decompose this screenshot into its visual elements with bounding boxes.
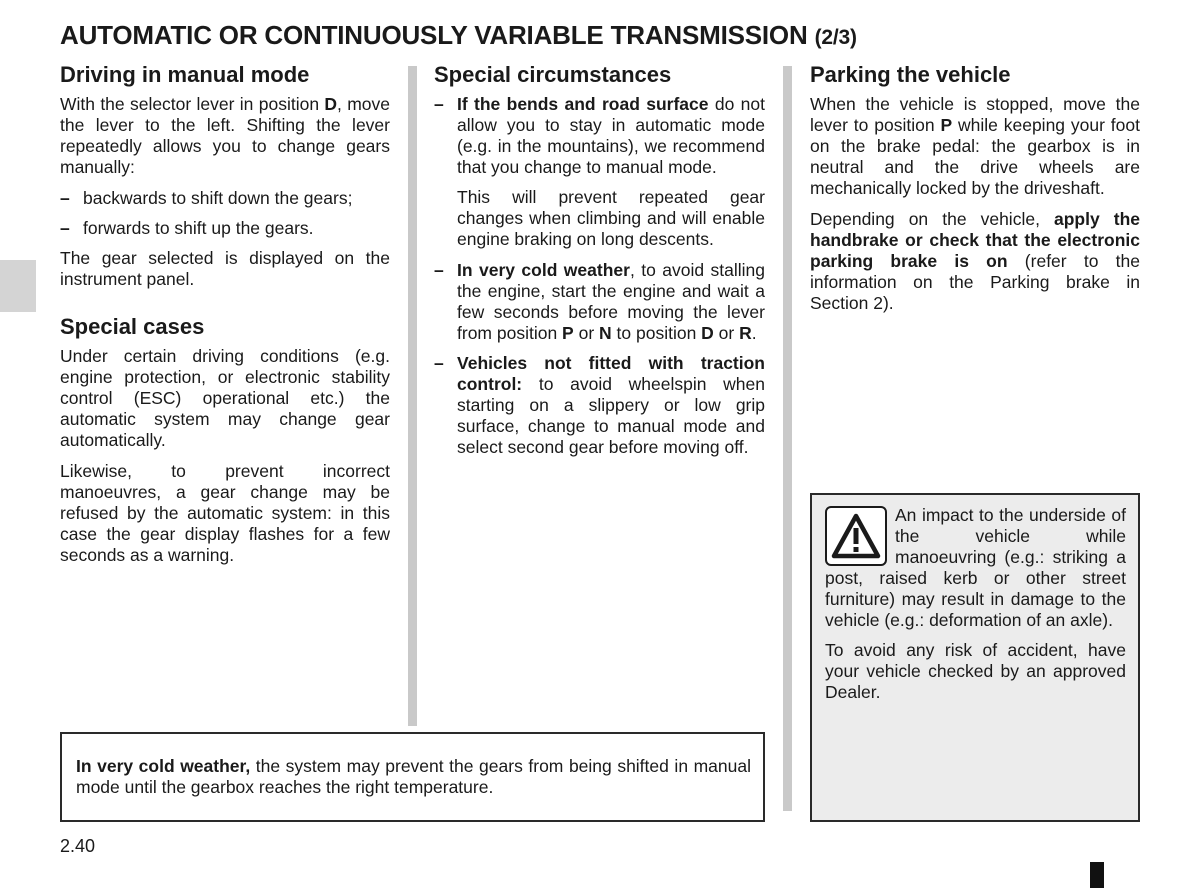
page-title <box>60 20 857 51</box>
parking-paragraph-2 <box>810 209 1140 314</box>
list-item-shift-down <box>60 188 390 209</box>
manual-mode-intro <box>60 94 390 178</box>
list-item-text: , to avoid stalling the engine, start the engine and wait a few seconds before moving the lever from position <box>457 260 765 343</box>
column-parking <box>810 62 1140 324</box>
list-item-bold: If the bends and road surface <box>457 94 709 114</box>
warning-paragraph-1: An impact to the underside of the vehicle while manoeuvring (e.g.: striking a post, raised kerb or other street furniture) may result in damage to the vehicle (e.g.: deformation of an axle). <box>825 505 1126 630</box>
special-cases-paragraph-2: Likewise, to prevent incorrect manoeuvres, a gear change may be refused by the automatic system: in this case the gear display flashes for a few seconds as a warning. <box>60 461 390 565</box>
list-item-bends-road-surface <box>434 94 765 178</box>
manual-intro-text-a: With the selector lever in position <box>60 94 325 114</box>
selector-position-d: D <box>324 94 338 114</box>
dash-bullet: – <box>434 94 444 114</box>
dash-bullet: – <box>434 260 444 280</box>
page-corner-mark <box>1090 862 1104 888</box>
position-d: D <box>701 323 714 343</box>
position-r: R <box>739 323 752 343</box>
conj-or: or <box>573 323 600 343</box>
cold-weather-note-box <box>60 732 765 822</box>
column-special-circumstances <box>434 62 765 467</box>
column-divider-left <box>408 66 417 726</box>
heading-parking-the-vehicle: Parking the vehicle <box>810 62 1011 87</box>
warning-triangle-icon <box>825 506 887 566</box>
position-p: P <box>940 115 953 135</box>
list-item-bold: Vehicles not fitted with traction control: <box>457 353 765 394</box>
column-divider-right <box>783 66 792 811</box>
column-manual-mode <box>60 62 390 576</box>
list-item-cold-weather <box>434 260 765 344</box>
special-cases-paragraph-1: Under certain driving conditions (e.g. engine protection, or electronic stability control (ESC) operational etc.) the automatic system may change gear automatically. <box>60 346 390 450</box>
dash-bullet: – <box>60 188 70 208</box>
page-number: 2.40 <box>60 836 96 856</box>
parking-brake-bold: apply the handbrake or check that the electronic parking brake is on <box>810 209 1140 271</box>
parking-text-b: (refer to the information on the Parking brake in Section 2). <box>810 251 1140 313</box>
page-title-text: AUTOMATIC OR CONTINUOUSLY VARIABLE TRANSMISSION <box>60 20 808 50</box>
parking-text-b: while keeping your foot on the brake pedal: the gearbox is in neutral and the drive wheels are mechanically locked by the driveshaft. <box>810 115 1140 198</box>
list-item-text: do not allow you to stay in automatic mode (e.g. in the mountains), we recommend that you change to manual mode. <box>457 94 765 177</box>
heading-special-cases: Special cases <box>60 314 205 339</box>
manual-intro-text-b: , move the lever to the left. Shifting the lever repeatedly allows you to change gears manually: <box>60 94 390 177</box>
heading-driving-manual-mode: Driving in manual mode <box>60 62 310 87</box>
list-item-text: forwards to shift up the gears. <box>83 218 314 238</box>
conj-or: or <box>713 323 740 343</box>
list-item-text: to position <box>611 323 702 343</box>
dash-bullet: – <box>60 218 70 238</box>
warning-box <box>810 493 1140 822</box>
list-item-traction-control <box>434 353 765 458</box>
engine-braking-paragraph: This will prevent repeated gear changes when climbing and will enable engine braking on long descents. <box>457 187 765 249</box>
dash-bullet: – <box>434 353 444 373</box>
position-n: N <box>599 323 612 343</box>
gear-display-note: The gear selected is displayed on the instrument panel. <box>60 248 390 289</box>
list-item-end: . <box>751 323 757 343</box>
section-tab-marker <box>0 260 36 312</box>
cold-note-text: the system may prevent the gears from being shifted in manual mode until the gearbox reaches the right temperature. <box>76 756 751 797</box>
cold-note-bold: In very cold weather, <box>76 756 251 776</box>
position-p: P <box>562 323 574 343</box>
heading-special-circumstances: Special circumstances <box>434 62 672 87</box>
warning-paragraph-2: To avoid any risk of accident, have your vehicle checked by an approved Dealer. <box>825 640 1126 702</box>
parking-text-a: Depending on the vehicle, <box>810 209 1054 229</box>
list-item-text: to avoid wheelspin when starting on a slippery or low grip surface, change to manual mode and select second gear before moving off. <box>457 374 765 457</box>
list-item-bold: In very cold weather <box>457 260 630 280</box>
parking-paragraph-1 <box>810 94 1140 199</box>
parking-text-a: When the vehicle is stopped, move the lever to position <box>810 94 1140 135</box>
page-title-suffix: (2/3) <box>814 26 857 49</box>
list-item-shift-up <box>60 218 390 239</box>
list-item-text: backwards to shift down the gears; <box>83 188 353 208</box>
